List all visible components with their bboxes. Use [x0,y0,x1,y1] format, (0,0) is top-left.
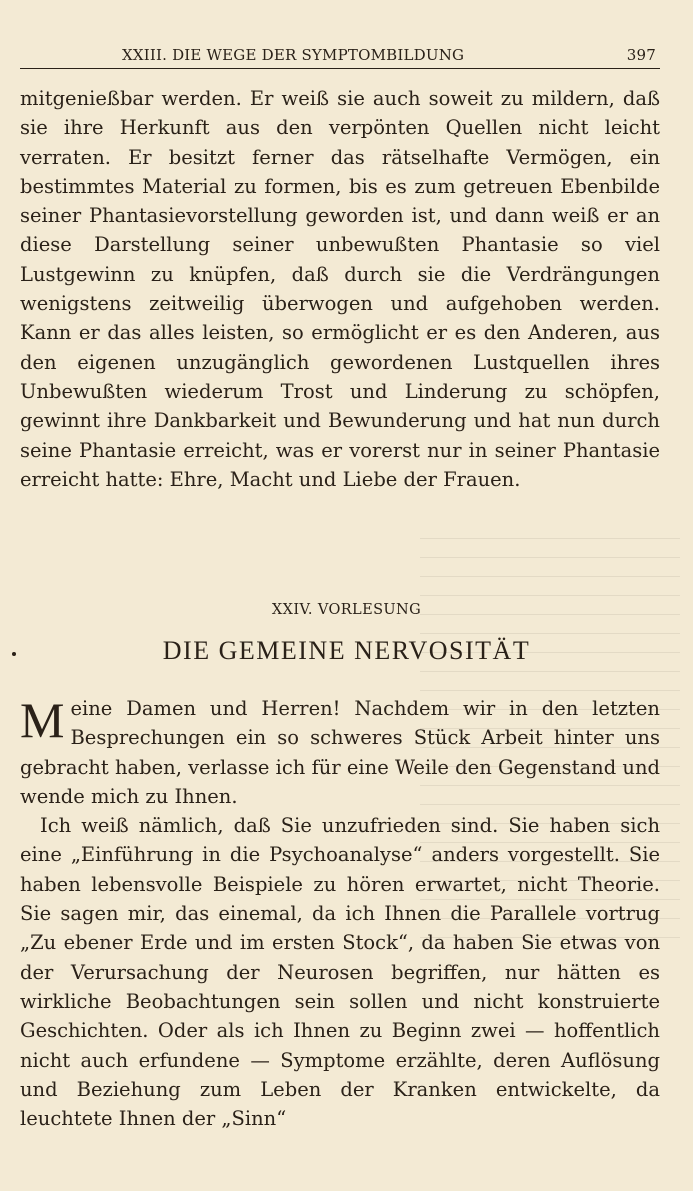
opening-paragraph-text: eine Damen und Herren! Nachdem wir in den letzten Besprechungen ein so schweres Stück Arbeit hinter uns gebracht haben, verlasse ich für eine Weile den Gegenstand und wende mich zu Ihnen. [20,697,660,808]
second-paragraph: Ich weiß nämlich, daß Sie unzufrieden sind. Sie haben sich eine „Einführung in die Psychoanalyse“ anders vorgestellt. Sie haben lebensvolle Beispiele zu hören erwartet, nicht Theorie. Sie sagen mir, das einemal, da ich Ihnen die Parallele vortrug „Zu ebener Erde und im ersten Stock“, da haben Sie etwas von der Verursachung der Neurosen begriffen, nur hätten es wirkliche Beobachtungen sein sollen und nicht konstruierte Geschichten. Oder als ich Ihnen zu Beginn zwei — hoffentlich nicht auch erfundene — Symptome erzählte, deren Auflösung und Beziehung zum Leben der Kranken entwickelte, da leuchtete Ihnen der „Sinn“ [20,814,660,1131]
running-header-title: XXIII. DIE WEGE DER SYMPTOMBILDUNG [122,46,465,64]
lecture-heading: XXIV. VORLESUNG [271,602,422,618]
drop-cap: M [20,692,65,748]
paragraph-text: mitgenießbar werden. Er weiß sie auch soweit zu mildern, daß sie ihre Herkunft aus den verpönten Quellen nicht leicht verraten. Er besitzt ferner das rätselhafte Vermögen, ein bestimmtes Material zu formen, bis es zum getreuen Ebenbilde seiner Phantasievorstellung geworden ist, und dann weiß er an diese Darstellung seiner unbewußten Phantasie so viel Lustgewinn zu knüpfen, daß durch sie die Verdrängungen wenigstens zeitweilig überwogen und aufgehoben werden. Kann er das alles leisten, so ermöglicht er es den Anderen, aus den eigenen unzugänglich gewordenen Lustquellen ihres Unbewußten wiederum Trost und Linderung zu schöpfen, gewinnt ihre Dankbarkeit und Bewunderung und hat nun durch seine Phantasie erreicht, was er vorerst nur in seiner Phantasie erreicht hatte: Ehre, Macht und Liebe der Frauen. [20,87,660,491]
lecture-body [20,694,660,1133]
continued-paragraph [20,84,660,494]
opening-paragraph [20,694,660,811]
page-number: 397 [626,46,656,64]
running-header [20,46,660,69]
chapter-title: DIE GEMEINE NERVOSITÄT [162,636,531,665]
